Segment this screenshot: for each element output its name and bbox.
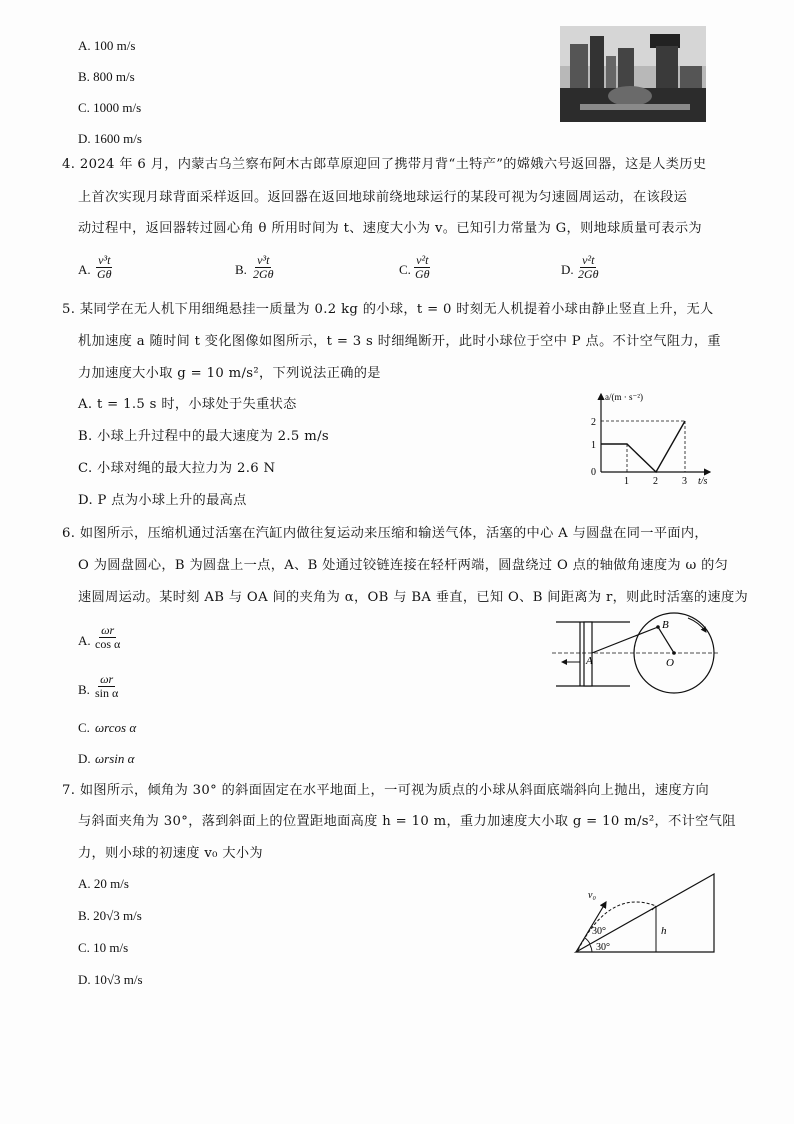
- q5-option-b: B. 小球上升过程中的最大速度为 2.5 m/s: [78, 429, 329, 444]
- label-angle-2: 30°: [596, 942, 610, 953]
- q5-option-d: D. P 点为小球上升的最高点: [78, 493, 247, 508]
- q6-line-3: 速圆周运动。某时刻 AB 与 OA 间的夹角为 α，OB 与 BA 垂直，已知 O、B 间距离为 r，则此时活塞的速度为: [78, 590, 749, 605]
- q5-option-a: A. t = 1.5 s 时，小球处于失重状态: [78, 397, 297, 412]
- q3-option-b: B. 800 m/s: [78, 69, 135, 84]
- numerator: v³t: [98, 253, 111, 267]
- q6-option-c-letter: C.: [78, 720, 90, 735]
- denominator: 2Gθ: [578, 267, 599, 281]
- q4-line-3: 动过程中，返回器转过圆心角 θ 所用时间为 t、速度大小为 v。已知引力常量为 G，则地球质量可表示为: [78, 221, 702, 236]
- xtick-3: 3: [682, 476, 687, 487]
- q3-option-a: A. 100 m/s: [78, 38, 136, 53]
- acceleration-curve: [601, 421, 685, 472]
- graph-xlabel: t/s: [698, 476, 708, 487]
- ytick-0: 0: [591, 467, 596, 478]
- q4-option-d-fraction: [576, 254, 601, 281]
- q4-option-c-letter: C.: [399, 262, 411, 277]
- q7-line-1: 7. 如图所示，倾角为 30° 的斜面固定在水平地面上，一可视为质点的小球从斜面底端斜向上抛出，速度方向: [62, 783, 709, 798]
- ytick-1: 1: [591, 440, 596, 451]
- q4-option-c-fraction: [413, 254, 432, 281]
- denominator: Gθ: [415, 267, 430, 281]
- q6-option-a-letter: A.: [78, 633, 91, 648]
- compressor-diagram: [550, 612, 720, 700]
- denominator: 2Gθ: [253, 267, 274, 281]
- drilling-rig-photo: [560, 26, 706, 122]
- denominator: Gθ: [97, 267, 112, 281]
- q6-line-1: 6. 如图所示，压缩机通过活塞在汽缸内做往复运动来压缩和输送气体，活塞的中心 A 与圆盘在同一平面内，: [62, 526, 708, 541]
- q4-option-b-fraction: [251, 254, 276, 281]
- graph-ylabel: a/(m · s⁻²): [605, 392, 643, 402]
- q6-option-b-letter: B.: [78, 682, 90, 697]
- q7-line-3: 力，则小球的初速度 v₀ 大小为: [78, 846, 263, 861]
- label-h: h: [661, 925, 667, 937]
- incline-diagram: [570, 868, 720, 960]
- q5-option-c: C. 小球对绳的最大拉力为 2.6 N: [78, 461, 276, 476]
- q6-option-b-fraction: [93, 673, 120, 700]
- q4-line-1: 4. 2024 年 6 月，内蒙古乌兰察布阿木古郎草原迎回了携带月背“土特产”的嫦娥六号返回器，这是人类历史: [62, 157, 707, 172]
- numerator: v³t: [257, 253, 270, 267]
- q7-option-d: D. 10√3 m/s: [78, 972, 143, 987]
- label-v0: v₀: [588, 890, 596, 901]
- q6-option-d-text: ωrsin α: [95, 751, 135, 766]
- q7-option-b: B. 20√3 m/s: [78, 908, 142, 923]
- q5-line-3: 力加速度大小取 g = 10 m/s²，下列说法正确的是: [78, 366, 381, 381]
- label-b: B: [662, 619, 669, 631]
- q6-line-2: O 为圆盘圆心，B 为圆盘上一点，A、B 处通过铰链连接在轻杆两端，圆盘绕过 O 点的轴做角速度为 ω 的匀: [78, 558, 729, 573]
- label-a: A: [586, 655, 593, 667]
- acceleration-time-graph: [585, 388, 715, 488]
- q7-line-2: 与斜面夹角为 30°，落到斜面上的位置距地面高度 h = 10 m，重力加速度大小取 g = 10 m/s²，不计空气阻: [78, 814, 736, 829]
- q3-option-c: C. 1000 m/s: [78, 100, 142, 115]
- q4-option-d-letter: D.: [561, 262, 574, 277]
- q4-option-a-fraction: [95, 254, 114, 281]
- ytick-2: 2: [591, 417, 596, 428]
- xtick-2: 2: [653, 476, 658, 487]
- numerator: v²t: [582, 253, 595, 267]
- q4-option-b-letter: B.: [235, 262, 247, 277]
- q6-option-c-text: ωrcos α: [95, 720, 137, 735]
- q5-line-2: 机加速度 a 随时间 t 变化图像如图所示，t = 3 s 时细绳断开，此时小球位于空中 P 点。不计空气阻力，重: [78, 334, 721, 349]
- label-o: O: [666, 657, 674, 669]
- q4-line-2: 上首次实现月球背面采样返回。返回器在返回地球前绕地球运行的某段可视为匀速圆周运动，在该段运: [78, 190, 688, 205]
- q6-option-a-fraction: [93, 624, 122, 651]
- q4-option-a-letter: A.: [78, 262, 91, 277]
- numerator: ωr: [100, 672, 114, 686]
- xtick-1: 1: [624, 476, 629, 487]
- q7-option-c: C. 10 m/s: [78, 940, 129, 955]
- q7-option-a: A. 20 m/s: [78, 876, 129, 891]
- numerator: ωr: [101, 623, 115, 637]
- denominator: cos α: [95, 637, 121, 651]
- q5-line-1: 5. 某同学在无人机下用细绳悬挂一质量为 0.2 kg 的小球，t = 0 时刻无人机提着小球由静止竖直上升，无人: [62, 302, 714, 317]
- q6-option-d-letter: D.: [78, 751, 91, 766]
- q3-option-d: D. 1600 m/s: [78, 131, 142, 146]
- label-angle-1: 30°: [592, 926, 606, 937]
- numerator: v²t: [416, 253, 429, 267]
- denominator: sin α: [95, 686, 119, 700]
